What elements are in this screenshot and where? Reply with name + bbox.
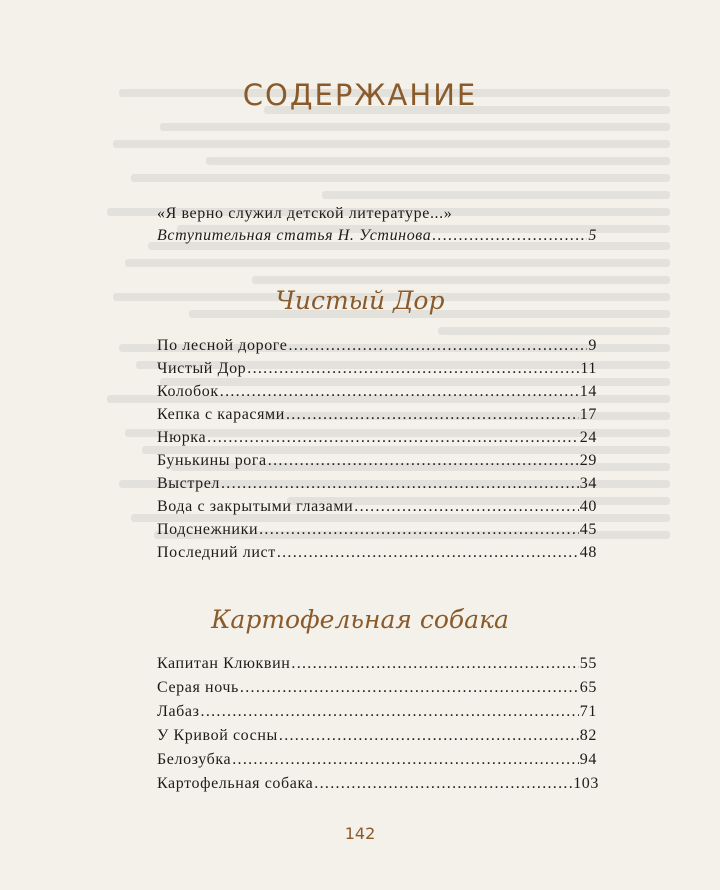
leader-dots (220, 383, 579, 401)
toc-entry-title: Картофельная собака (157, 775, 314, 792)
toc-entry-page: 103 (573, 775, 599, 792)
toc-entry-title: Нюрка (157, 429, 207, 446)
toc-entry[interactable] (157, 751, 597, 769)
toc-entry-title: Подснежники (157, 521, 259, 538)
toc-entry-page: 34 (579, 475, 597, 492)
leader-dots (232, 751, 579, 769)
leader-dots (314, 775, 572, 793)
toc-entry-page: 65 (579, 679, 597, 696)
toc-entry[interactable] (157, 406, 597, 424)
toc-entry-title: Капитан Клюквин (157, 655, 291, 672)
leader-dots (432, 227, 587, 245)
toc-entry[interactable] (157, 383, 597, 401)
leader-dots (221, 475, 579, 493)
toc-entry[interactable] (157, 360, 597, 378)
toc-entry-page: 55 (579, 655, 597, 672)
toc-entry-page: 14 (579, 383, 597, 400)
toc-entry-page: 29 (579, 452, 597, 469)
toc-entry[interactable] (157, 727, 597, 745)
toc-entry-page: 71 (579, 703, 597, 720)
section-heading-chistyy-dor: Чистый Дор (275, 286, 445, 315)
section-heading-kartofelnaya-sobaka: Картофельная собака (211, 605, 509, 634)
leader-dots (286, 406, 579, 424)
toc-entry[interactable] (157, 498, 597, 516)
leader-dots (354, 498, 579, 516)
leader-dots (207, 429, 579, 447)
leader-dots (277, 544, 579, 562)
toc-entry-page: 40 (579, 498, 597, 515)
toc-entry-page: 48 (579, 544, 597, 561)
toc-entry-page: 94 (579, 751, 597, 768)
toc-entry[interactable] (157, 337, 597, 355)
leader-dots (259, 521, 579, 539)
intro-quote: «Я верно служил детской литературе...» (157, 205, 453, 222)
toc-entry-title: Выстрел (157, 475, 220, 492)
page-number: 142 (344, 824, 376, 843)
toc-entry[interactable] (157, 475, 597, 493)
toc-entry[interactable] (157, 679, 597, 697)
toc-entry-page: 11 (580, 360, 597, 377)
page-title: СОДЕРЖАНИЕ (242, 78, 478, 112)
toc-entry-page: 82 (579, 727, 597, 744)
toc-entry[interactable] (157, 521, 597, 539)
intro-entry[interactable] (157, 227, 597, 245)
toc-entry-title: У Кривой сосны (157, 727, 278, 744)
leader-dots (288, 337, 587, 355)
toc-entry-title: Вода с закрытыми глазами (157, 498, 354, 515)
leader-dots (268, 452, 579, 470)
toc-entry-page: 17 (579, 406, 597, 423)
toc-entry[interactable] (157, 429, 597, 447)
toc-entry[interactable] (157, 775, 599, 793)
toc-entry-title: Кепка с карасями (157, 406, 285, 423)
toc-entry-page: 24 (579, 429, 597, 446)
leader-dots (247, 360, 579, 378)
toc-entry-title: Белозубка (157, 751, 232, 768)
intro-page: 5 (588, 227, 597, 244)
toc-entry-title: Серая ночь (157, 679, 239, 696)
toc-entry-page: 45 (579, 521, 597, 538)
leader-dots (279, 727, 579, 745)
toc-entry-title: Последний лист (157, 544, 276, 561)
toc-entry-title: Чистый Дор (157, 360, 247, 377)
toc-entry[interactable] (157, 655, 597, 673)
toc-entry[interactable] (157, 544, 597, 562)
toc-entry-title: Лабаз (157, 703, 200, 720)
toc-entry[interactable] (157, 703, 597, 721)
leader-dots (201, 703, 579, 721)
intro-subtitle: Вступительная статья Н. Устинова (157, 227, 432, 244)
leader-dots (291, 655, 578, 673)
toc-entry-page: 9 (588, 337, 597, 354)
toc-entry-title: Колобок (157, 383, 219, 400)
toc-entry[interactable] (157, 452, 597, 470)
toc-entry-title: Бунькины рога (157, 452, 267, 469)
leader-dots (240, 679, 579, 697)
toc-entry-title: По лесной дороге (157, 337, 288, 354)
